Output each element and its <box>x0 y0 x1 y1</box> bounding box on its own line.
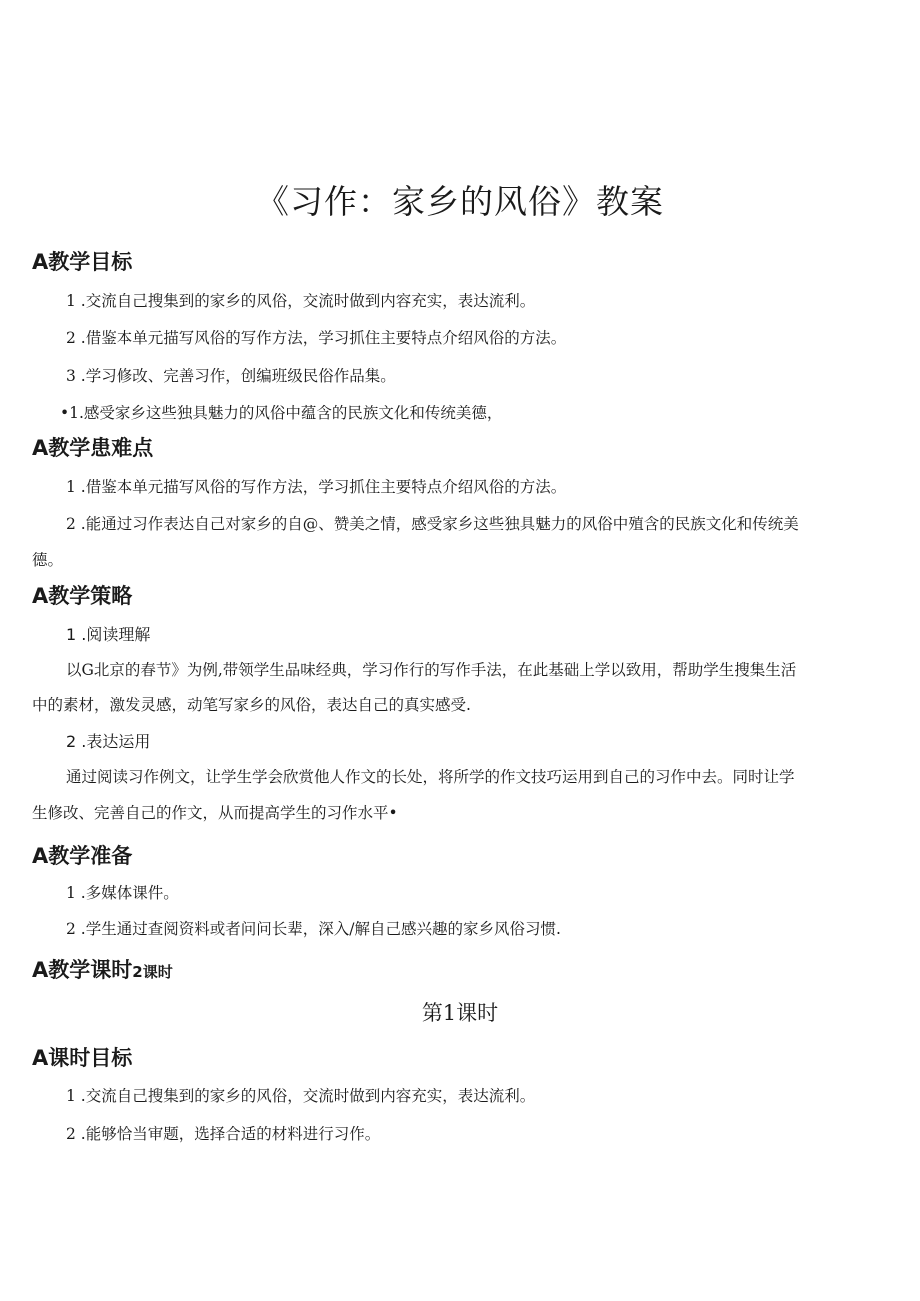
section-heading-preparation: A教学准备 <box>32 844 133 868</box>
section-heading-class-hours <box>32 954 173 984</box>
preparation-item-1: 1 .多媒体课件。 <box>66 884 179 902</box>
class-hours-label: A教学课时 <box>32 958 133 982</box>
key-point-item-2-continued: 德。 <box>32 551 64 569</box>
lesson-goal-item-1: 1 .交流自己搜集到的家乡的风俗，交流时做到内容充实，表达流利。 <box>66 1087 536 1105</box>
strategy-subheading-reading: 1 .阅读理解 <box>66 625 151 644</box>
strategy-paragraph-2-line-1: 通过阅读习作例文，让学生学会欣赏他人作文的长处，将所学的作文技巧运用到自己的习作中去。同时让学 <box>66 768 795 786</box>
strategy-paragraph-1-line-1: 以G北京的春节》为例,带领学生品味经典，学习作行的写作手法，在此基础上学以致用，帮助学生搜集生活 <box>66 661 797 679</box>
goal-item-4: •1.感受家乡这些独具魅力的风俗中蕴含的民族文化和传统美德， <box>60 404 503 422</box>
class-hours-value: 2课时 <box>132 963 173 981</box>
goal-item-3: 3 .学习修改、完善习作，创编班级民俗作品集。 <box>66 367 396 385</box>
key-point-item-2: 2 .能通过习作表达自己对家乡的自@、赞美之情，感受家乡这些独具魅力的风俗中殖含的民族文化和传统美 <box>66 515 799 533</box>
section-heading-goals: A教学目标 <box>32 250 133 274</box>
section-heading-strategy: A教学策略 <box>32 584 133 608</box>
preparation-item-2: 2 .学生通过查阅资料或者问问长辈，深入/解自己感兴趣的家乡风俗习惯. <box>66 920 561 938</box>
section-heading-key-points: A教学患难点 <box>32 436 154 460</box>
goal-item-1: 1 .交流自己搜集到的家乡的风俗，交流时做到内容充实，表达流利。 <box>66 292 536 310</box>
strategy-paragraph-2-line-2: 生修改、完善自己的作文，从而提高学生的习作水平• <box>32 804 398 822</box>
strategy-subheading-expression: 2 .表达运用 <box>66 732 151 751</box>
lesson-title: 第1课时 <box>421 1001 499 1025</box>
key-point-item-1: 1 .借鉴本单元描写风俗的写作方法，学习抓住主要特点介绍风俗的方法。 <box>66 478 567 496</box>
lesson-goal-item-2: 2 .能够恰当审题，选择合适的材料进行习作。 <box>66 1125 381 1143</box>
document-title: 《习作：家乡的风俗》教案 <box>256 182 664 221</box>
section-heading-lesson-goals: A课时目标 <box>32 1046 133 1070</box>
goal-item-2: 2 .借鉴本单元描写风俗的写作方法，学习抓住主要特点介绍风俗的方法。 <box>66 329 567 347</box>
strategy-paragraph-1-line-2: 中的素材，激发灵感，动笔写家乡的风俗，表达自己的真实感受. <box>32 696 471 714</box>
